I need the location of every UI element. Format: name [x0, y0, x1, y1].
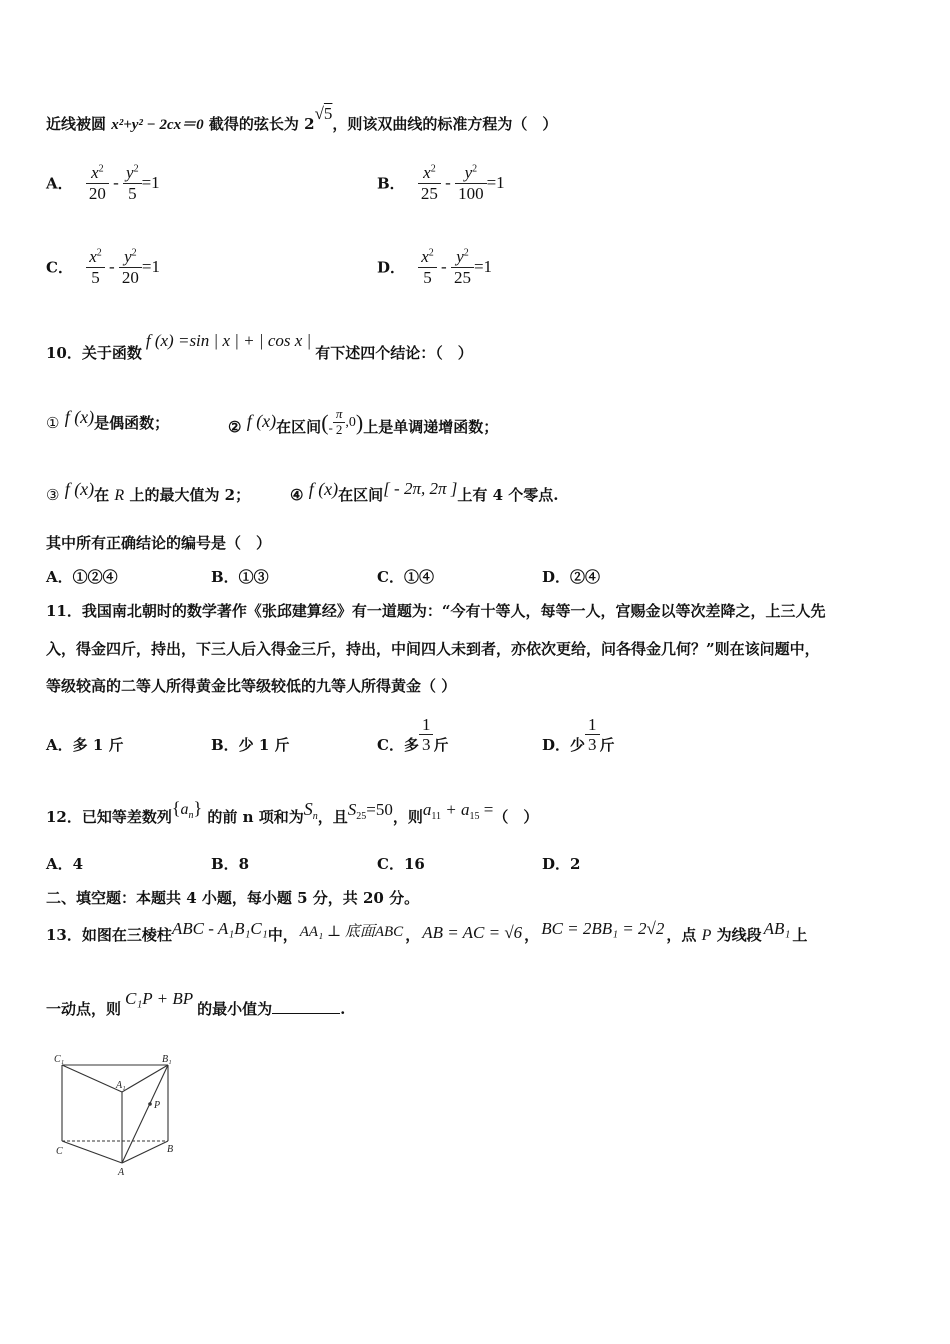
q10-option-a[interactable]: A．①②④: [46, 568, 118, 586]
q10-option-d[interactable]: D．②④: [542, 568, 601, 586]
q11-line-2: 入，得金四斤，持出，下三人后入得金三斤，持出，中间四人未到者，亦依次更给，问各得金几何？”则在该问题中，: [46, 640, 820, 658]
label-c1: C₁: [54, 1054, 65, 1065]
q11-option-d[interactable]: D．少 $\frac{1}{3}$ 斤: [542, 714, 615, 755]
q10-conclusion-3: ③ f (x)在 R 上的最大值为 2；: [46, 479, 251, 504]
q9-stem: 近线被圆 x²+y² − 2cx＝0 截得的弦长为 2√5，则该双曲线的标准方程为（ ）: [46, 104, 558, 133]
q9-option-a[interactable]: A． $\frac{x^2}{20}$ - $\frac{y^2}{5}$ =1: [46, 163, 160, 203]
label-b1: B₁: [162, 1054, 172, 1065]
q10-conclusion-1: ① f (x)是偶函数；: [46, 407, 170, 432]
q11-option-a[interactable]: A．多 1 斤: [46, 736, 124, 754]
label-b: B: [167, 1144, 174, 1155]
q10-option-c[interactable]: C．①④: [377, 568, 434, 586]
edge-ca: [62, 1141, 122, 1163]
q12-option-d[interactable]: D．2: [542, 855, 581, 873]
q9-option-b[interactable]: B． $\frac{x^2}{25}$ - $\frac{y^2}{100}$ =1: [377, 163, 505, 203]
label-c: C: [56, 1146, 63, 1157]
q9-option-c[interactable]: C． $\frac{x^2}{5}$ - $\frac{y^2}{20}$ =1: [46, 247, 160, 287]
q13-line-2: 一动点，则C₁P + BP的最小值为 .: [46, 989, 346, 1018]
q12-option-c[interactable]: C．16: [377, 855, 425, 873]
section-title: 二、填空题：本题共 4 小题，每小题 5 分，共 20 分。: [46, 889, 420, 907]
q11-option-b[interactable]: B．少 1 斤: [211, 736, 290, 754]
q12-stem: 12．已知等差数列$\{a_n\}$ 的前 n 项和为$S_n$，且$S_{25}=50$，则$a_{11} + a_{15}$ =（ ）: [46, 798, 539, 826]
label-a: A: [118, 1167, 125, 1178]
q12-option-a[interactable]: A．4: [46, 855, 84, 873]
edge-c1a1: [62, 1065, 122, 1092]
q10-stem: 10．关于函数f (x) =sin | x | + | cos x |有下述四个结论：（ ）: [46, 331, 473, 362]
q10-prompt: 其中所有正确结论的编号是（ ）: [46, 534, 272, 552]
q13-line-1: 13．如图在三棱柱ABC - A₁B₁C₁中， AA₁ ⊥ 底面ABC ， AB = AC = √6 ， BC = 2BB₁ = 2√2 ，点 P 为线段 AB₁ 上: [46, 919, 808, 944]
edge-ab: [122, 1141, 168, 1163]
label-a1: A₁: [116, 1080, 126, 1091]
q11-line-3: 等级较高的二等人所得黄金比等级较低的九等人所得黄金（ ）: [46, 677, 457, 695]
q9-option-d[interactable]: D． $\frac{x^2}{5}$ - $\frac{y^2}{25}$ =1: [377, 247, 493, 287]
point-p: [148, 1102, 152, 1106]
prism-figure: [50, 1050, 185, 1180]
q11-line-1: 11．我国南北朝时的数学著作《张邱建算经》有一道题为：“今有十等人，每等一人，宫赐金以等次差降之，上三人先: [46, 602, 826, 620]
q11-option-c[interactable]: C．多 $\frac{1}{3}$ 斤: [377, 714, 449, 755]
q10-conclusion-4: ④ f (x)在区间[ - 2π, 2π ]上有 4 个零点.: [290, 479, 559, 504]
q10-conclusion-2: ② f (x)在区间(- $\frac{\pi}{2}$ ,0)上是单调递增函数；: [228, 405, 499, 437]
q12-option-b[interactable]: B．8: [211, 855, 250, 873]
segment-ab1: [122, 1065, 168, 1163]
label-p: P: [154, 1100, 161, 1111]
answer-blank[interactable]: [272, 999, 340, 1014]
q10-option-b[interactable]: B．①③: [211, 568, 269, 586]
